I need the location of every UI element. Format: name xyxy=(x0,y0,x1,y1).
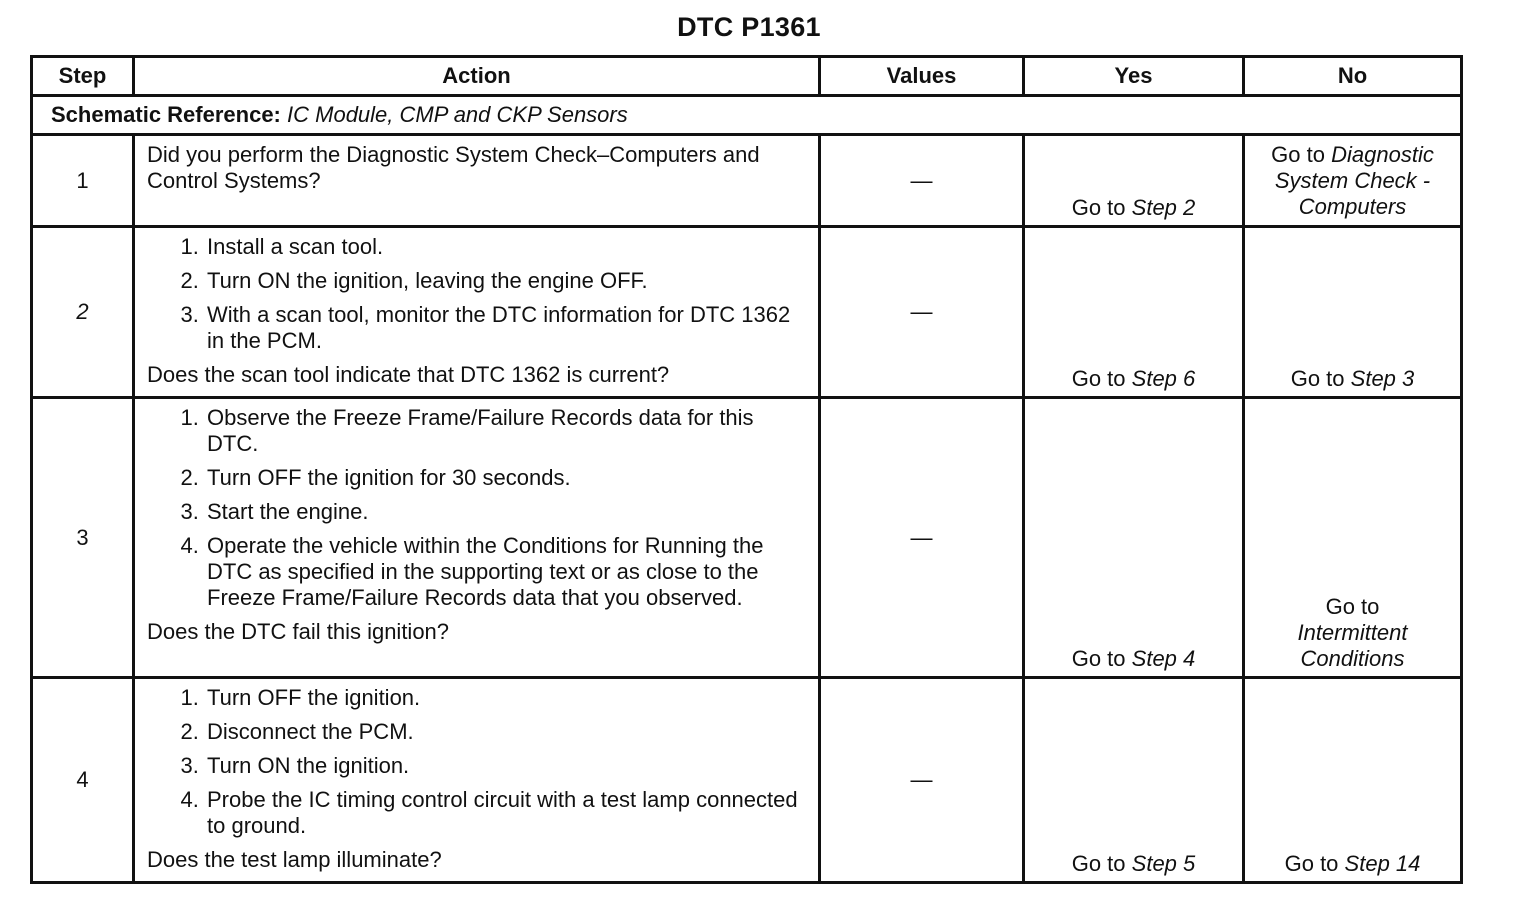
action-item: 1. Observe the Freeze Frame/Failure Records data for this DTC. xyxy=(205,405,806,457)
action-question: Does the test lamp illuminate? xyxy=(147,847,442,872)
yes-target: Step 5 xyxy=(1131,851,1196,876)
action-item: 3. Start the engine. xyxy=(205,499,806,525)
step-number: 1 xyxy=(32,135,134,227)
no-target: Conditions xyxy=(1300,646,1405,671)
action-item: 2. Turn OFF the ignition for 30 seconds. xyxy=(205,465,806,491)
action-item: 2. Turn ON the ignition, leaving the engine OFF. xyxy=(205,268,806,294)
yes-target: Step 4 xyxy=(1131,646,1196,671)
go-to-label: Go to xyxy=(1325,594,1380,619)
schematic-label: Schematic Reference: xyxy=(51,102,281,127)
table-row xyxy=(32,135,1462,227)
no-target: Computers xyxy=(1298,194,1407,219)
header-step: Step xyxy=(32,57,134,96)
no-target: System Check - xyxy=(1274,168,1431,193)
table-row xyxy=(32,227,1462,398)
go-to-label: Go to xyxy=(1284,851,1339,876)
go-to-label: Go to xyxy=(1071,366,1126,391)
no-target: Intermittent xyxy=(1297,620,1408,645)
header-action: Action xyxy=(134,57,820,96)
action-cell xyxy=(134,398,820,678)
yes-cell xyxy=(1024,227,1244,398)
table-row xyxy=(32,398,1462,678)
action-item: 4. Probe the IC timing control circuit with a test lamp connected to ground. xyxy=(205,787,806,839)
action-item: 1. Install a scan tool. xyxy=(205,234,806,260)
go-to-label: Go to xyxy=(1290,366,1345,391)
yes-target: Step 6 xyxy=(1131,366,1196,391)
step-number: 2 xyxy=(32,227,134,398)
step-number: 4 xyxy=(32,678,134,883)
go-to-label: Go to xyxy=(1071,195,1126,220)
action-list xyxy=(147,685,806,839)
value-cell: — xyxy=(820,135,1024,227)
dtc-table xyxy=(30,55,1463,884)
schematic-row xyxy=(32,96,1462,135)
no-cell xyxy=(1244,678,1462,883)
yes-cell xyxy=(1024,398,1244,678)
step-number: 3 xyxy=(32,398,134,678)
go-to-label: Go to xyxy=(1271,142,1325,167)
action-question: Did you perform the Diagnostic System Check–Computers and Control Systems? xyxy=(147,142,760,193)
header-values: Values xyxy=(820,57,1024,96)
action-list xyxy=(147,405,806,611)
yes-target: Step 2 xyxy=(1131,195,1196,220)
action-item: 1. Turn OFF the ignition. xyxy=(205,685,806,711)
page-title: DTC P1361 xyxy=(677,12,821,42)
action-item: 4. Operate the vehicle within the Conditions for Running the DTC as specified in the supporting text or as close to the Freeze Frame/Failure Records data that you observed. xyxy=(205,533,806,611)
go-to-label: Go to xyxy=(1071,851,1126,876)
no-target: Diagnostic xyxy=(1331,142,1434,167)
go-to-label: Go to xyxy=(1071,646,1126,671)
value-cell: — xyxy=(820,398,1024,678)
header-no: No xyxy=(1244,57,1462,96)
no-target: Step 14 xyxy=(1344,851,1421,876)
no-cell xyxy=(1244,227,1462,398)
header-yes: Yes xyxy=(1024,57,1244,96)
action-item: 3. With a scan tool, monitor the DTC information for DTC 1362 in the PCM. xyxy=(205,302,806,354)
schematic-reference xyxy=(32,96,1462,135)
no-cell xyxy=(1244,398,1462,678)
header-row xyxy=(32,57,1462,96)
value-cell: — xyxy=(820,678,1024,883)
action-cell xyxy=(134,227,820,398)
action-item: 2. Disconnect the PCM. xyxy=(205,719,806,745)
yes-cell xyxy=(1024,678,1244,883)
action-cell xyxy=(134,135,820,227)
action-question: Does the scan tool indicate that DTC 1362 is current? xyxy=(147,362,670,387)
schematic-value: IC Module, CMP and CKP Sensors xyxy=(287,102,628,127)
table-row xyxy=(32,678,1462,883)
no-cell xyxy=(1244,135,1462,227)
action-cell xyxy=(134,678,820,883)
action-list xyxy=(147,234,806,354)
yes-cell xyxy=(1024,135,1244,227)
action-item: 3. Turn ON the ignition. xyxy=(205,753,806,779)
action-question: Does the DTC fail this ignition? xyxy=(147,619,450,644)
value-cell: — xyxy=(820,227,1024,398)
no-target: Step 3 xyxy=(1350,366,1415,391)
